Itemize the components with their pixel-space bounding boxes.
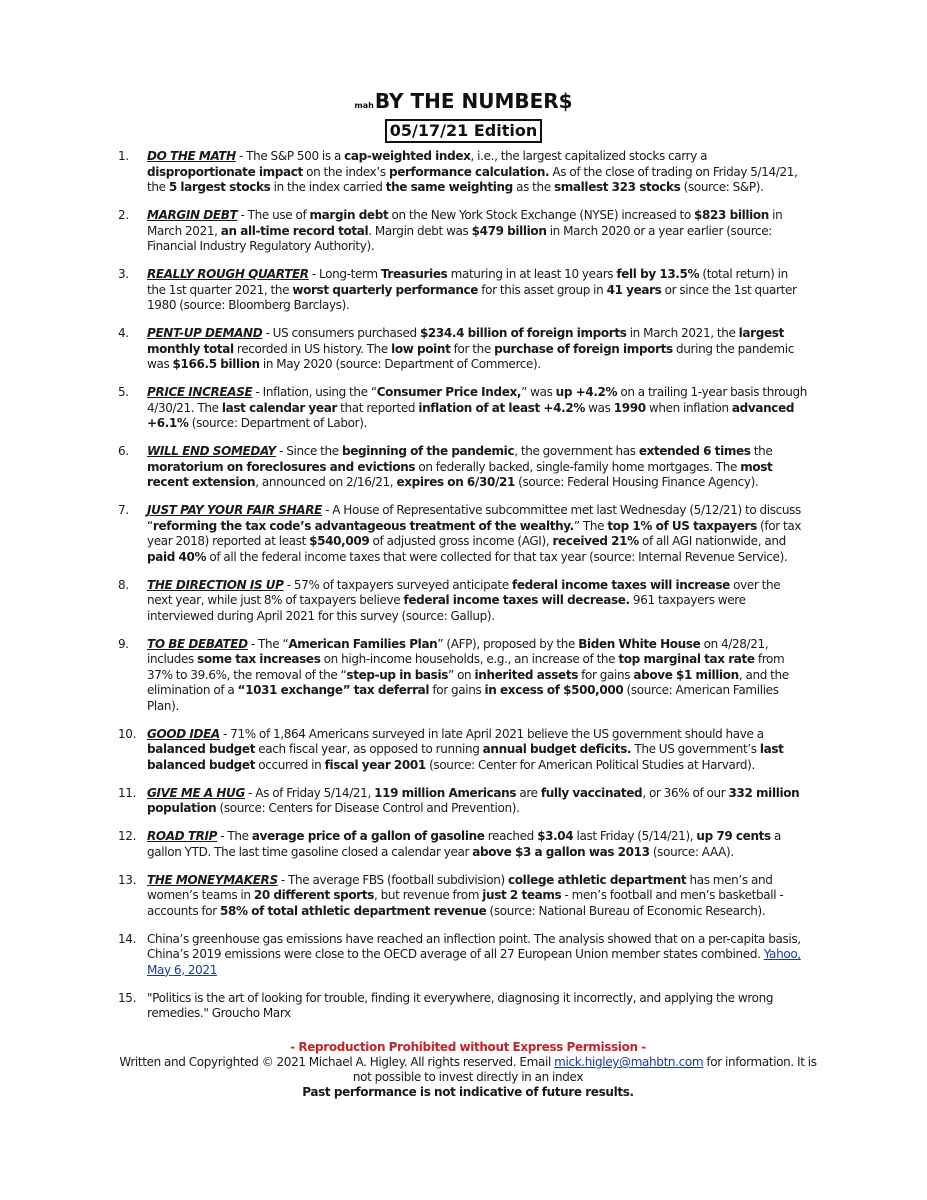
item-body bbox=[147, 503, 801, 564]
body-text: the bbox=[750, 444, 773, 458]
body-text: "Politics is the art of looking for trouble, finding it everywhere, diagnosing it incorrectly, and applying the wrong remedies." Groucho Marx bbox=[147, 990, 774, 1020]
item-heading: DO THE MATH bbox=[147, 149, 236, 163]
body-text: on a trailing 1-year basis through 4/30/21. The bbox=[147, 385, 808, 415]
emphasis-text: worst quarterly performance bbox=[292, 282, 479, 297]
body-text: for the bbox=[450, 341, 495, 356]
item-heading: WILL END SOMEDAY bbox=[147, 444, 276, 458]
emphasis-text: Consumer Price Index, bbox=[376, 385, 522, 399]
body-text: , the government has bbox=[514, 444, 639, 458]
body-text: of all AGI nationwide, and bbox=[638, 534, 786, 548]
list-item bbox=[118, 267, 808, 314]
body-text: (total return) in the 1st quarter 2021, the bbox=[147, 267, 788, 297]
body-text: when inflation bbox=[645, 400, 732, 415]
emphasis-text: largest monthly total bbox=[147, 326, 784, 356]
body-text: ” (AFP), proposed by the bbox=[437, 636, 579, 651]
body-text: , and the elimination of a bbox=[147, 667, 789, 697]
emphasis-text: American Families Plan bbox=[288, 636, 438, 651]
emphasis-text: 20 different sports bbox=[253, 888, 375, 902]
body-text: in the index carried bbox=[270, 180, 386, 194]
emphasis-text: extended 6 times bbox=[638, 444, 751, 458]
list-item bbox=[118, 444, 808, 491]
emphasis-text: in excess of $500,000 bbox=[484, 683, 624, 697]
emphasis-text: annual budget deficits. bbox=[482, 742, 632, 756]
emphasis-text: moratorium on foreclosures and evictions bbox=[147, 459, 416, 474]
body-text: has men’s and women’s teams in bbox=[147, 872, 773, 902]
title-text: BY THE NUMBER$ bbox=[374, 89, 573, 113]
body-text: ” on bbox=[448, 667, 475, 682]
emphasis-text: margin debt bbox=[309, 208, 389, 222]
emphasis-text: 5 largest stocks bbox=[168, 180, 271, 194]
body-text: a gallon YTD. The last time gasoline closed a calendar year bbox=[147, 829, 781, 859]
item-heading: THE MONEYMAKERS bbox=[147, 872, 278, 887]
item-number: 4. bbox=[118, 326, 129, 340]
emphasis-text: just 2 teams bbox=[482, 888, 562, 902]
emphasis-text: college athletic department bbox=[507, 872, 687, 887]
item-body bbox=[147, 578, 780, 623]
body-text: - Long-term bbox=[308, 267, 381, 281]
item-heading: PRICE INCREASE bbox=[147, 385, 253, 399]
body-text: (for tax year 2018) reported at least bbox=[147, 518, 802, 548]
emphasis-text: up +4.2% bbox=[555, 385, 618, 399]
item-number: 5. bbox=[118, 385, 129, 399]
body-text: for gains bbox=[429, 683, 485, 697]
emphasis-text: some tax increases bbox=[197, 652, 321, 666]
body-text: . Margin debt was bbox=[368, 223, 472, 238]
body-text: (source: Department of Labor). bbox=[188, 416, 367, 430]
emphasis-text: 119 million Americans bbox=[374, 785, 517, 800]
list-item bbox=[118, 149, 808, 196]
emphasis-text: 332 million population bbox=[147, 785, 800, 815]
body-text: in March 2021, the bbox=[626, 326, 739, 340]
item-heading: MARGIN DEBT bbox=[147, 208, 238, 222]
body-text: each fiscal year, as opposed to running bbox=[255, 742, 483, 756]
list-item bbox=[118, 208, 808, 255]
body-text: of adjusted gross income (AGI), bbox=[369, 534, 553, 548]
body-text: (source: Federal Housing Finance Agency). bbox=[514, 475, 759, 489]
item-number: 8. bbox=[118, 577, 129, 592]
item-number: 15. bbox=[118, 990, 137, 1005]
emphasis-text: expires on 6/30/21 bbox=[396, 475, 515, 489]
emphasis-text: 58% of total athletic department revenue bbox=[220, 903, 487, 918]
item-number: 13. bbox=[118, 872, 137, 887]
list-item bbox=[118, 385, 808, 432]
emphasis-text: $823 billion bbox=[694, 208, 769, 222]
item-body bbox=[147, 267, 797, 312]
body-text: from 37% to 39.6%, the removal of the “ bbox=[147, 652, 785, 682]
emphasis-text: balanced budget bbox=[147, 742, 256, 756]
emphasis-text: federal income taxes will increase bbox=[511, 577, 730, 592]
body-text: for gains bbox=[578, 667, 634, 682]
list-item bbox=[118, 503, 808, 565]
body-text: reached bbox=[484, 829, 538, 843]
body-text: ” The bbox=[573, 518, 608, 533]
body-text: - The S&P 500 is a bbox=[235, 149, 345, 163]
body-text: maturing in at least 10 years bbox=[447, 267, 617, 281]
emphasis-text: step-up in basis bbox=[346, 667, 449, 682]
item-heading: PENT-UP DEMAND bbox=[147, 326, 263, 340]
emphasis-text: fully vaccinated bbox=[540, 785, 643, 800]
emphasis-text: Biden White House bbox=[578, 636, 701, 651]
numbers-list bbox=[118, 149, 808, 1034]
body-text: - Since the bbox=[275, 444, 342, 458]
emphasis-text: disproportionate impact bbox=[147, 164, 303, 179]
body-text: - The average FBS (football subdivision) bbox=[277, 872, 508, 887]
body-text: (source: Center for American Political Studies at Harvard). bbox=[425, 757, 755, 772]
emphasis-text: cap-weighted index bbox=[344, 149, 471, 163]
emphasis-text: fell by 13.5% bbox=[616, 267, 700, 281]
emphasis-text: above $1 million bbox=[633, 667, 739, 682]
body-text: , but revenue from bbox=[374, 888, 483, 902]
body-text: China’s greenhouse gas emissions have reached an inflection point. The analysis showed that on a per-capita basis, China’s 2019 emissions were close to the OECD average of all 27 European Union member states combined. bbox=[147, 931, 801, 961]
list-item bbox=[118, 932, 808, 979]
item-number: 7. bbox=[118, 503, 129, 517]
item-heading: GOOD IDEA bbox=[147, 726, 220, 741]
body-text: - The “ bbox=[247, 636, 289, 651]
copyright-text-after: for information. It is not possible to invest directly in an index bbox=[352, 1055, 817, 1084]
source-link[interactable]: Yahoo, May 6, 2021 bbox=[147, 947, 801, 977]
email-link[interactable]: mick.higley@mahbtn.com bbox=[554, 1055, 704, 1069]
body-text: on federally backed, single-family home mortgages. The bbox=[415, 459, 741, 474]
body-text: , or 36% of our bbox=[642, 785, 729, 800]
emphasis-text: $3.04 bbox=[537, 829, 574, 843]
emphasis-text: smallest 323 stocks bbox=[553, 180, 681, 194]
item-number: 10. bbox=[118, 726, 137, 741]
item-heading: TO BE DEBATED bbox=[147, 636, 248, 651]
body-text: (source: AAA). bbox=[649, 844, 734, 859]
item-body bbox=[147, 786, 799, 816]
body-text: recorded in US history. The bbox=[233, 341, 392, 356]
emphasis-text: average price of a gallon of gasoline bbox=[251, 829, 485, 843]
body-text: (source: Centers for Disease Control and Prevention). bbox=[216, 801, 520, 815]
list-item bbox=[118, 578, 808, 625]
list-item bbox=[118, 991, 808, 1022]
body-text: on 4/28/21, includes bbox=[147, 636, 769, 666]
body-text: for this asset group in bbox=[478, 282, 607, 297]
item-heading: JUST PAY YOUR FAIR SHARE bbox=[147, 503, 322, 517]
body-text: 961 taxpayers were interviewed during April 2021 for this survey (source: Gallup). bbox=[147, 593, 746, 623]
body-text: as the bbox=[512, 180, 554, 194]
body-text: - A House of Representative subcommittee met last Wednesday (5/12/21) to discuss “ bbox=[147, 503, 801, 533]
body-text: that reported bbox=[337, 400, 419, 415]
emphasis-text: top 1% of US taxpayers bbox=[607, 518, 757, 533]
body-text: occurred in bbox=[255, 757, 325, 772]
item-heading: THE DIRECTION IS UP bbox=[147, 577, 284, 592]
body-text: ” was bbox=[521, 385, 556, 399]
body-text: , announced on 2/16/21, bbox=[255, 475, 397, 489]
emphasis-text: paid 40% bbox=[147, 549, 207, 564]
emphasis-text: $234.4 billion of foreign imports bbox=[419, 326, 627, 340]
body-text: are bbox=[516, 785, 541, 800]
list-item bbox=[118, 326, 808, 373]
item-heading: ROAD TRIP bbox=[147, 829, 218, 843]
list-item bbox=[118, 637, 808, 715]
body-text: - Inflation, using the “ bbox=[252, 385, 377, 399]
body-text: The US government’s bbox=[631, 742, 760, 756]
body-text: on high-income households, e.g., an increase of the bbox=[320, 652, 619, 666]
item-heading: GIVE ME A HUG bbox=[147, 785, 245, 800]
emphasis-text: top marginal tax rate bbox=[618, 652, 755, 666]
body-text: - 57% of taxpayers surveyed anticipate bbox=[283, 577, 512, 592]
list-item bbox=[118, 873, 808, 920]
item-body bbox=[147, 326, 794, 371]
body-text: of all the federal income taxes that were collected for that tax year (source: Internal Revenue Service). bbox=[206, 549, 788, 564]
header bbox=[0, 89, 927, 143]
body-text: (source: S&P). bbox=[680, 180, 764, 194]
footer bbox=[118, 1040, 818, 1100]
item-body bbox=[147, 932, 801, 977]
body-text: - men’s football and men’s basketball - accounts for bbox=[147, 888, 784, 918]
emphasis-text: advanced +6.1% bbox=[147, 400, 795, 430]
item-body bbox=[147, 444, 772, 489]
emphasis-text: inherited assets bbox=[474, 667, 578, 682]
body-text: in March 2021, bbox=[147, 208, 783, 238]
item-body bbox=[147, 385, 807, 430]
title-prefix: mah bbox=[354, 101, 374, 110]
body-text: on the New York Stock Exchange (NYSE) increased to bbox=[388, 208, 695, 222]
list-item bbox=[118, 727, 808, 774]
item-number: 9. bbox=[118, 636, 129, 651]
item-number: 11. bbox=[118, 785, 137, 800]
item-body bbox=[147, 637, 789, 713]
emphasis-text: $166.5 billion bbox=[172, 357, 260, 371]
item-body bbox=[147, 991, 773, 1021]
body-text: was bbox=[585, 400, 614, 415]
item-body bbox=[147, 873, 783, 918]
body-text: - 71% of 1,864 Americans surveyed in late April 2021 believe the US government should have a bbox=[219, 726, 764, 741]
body-text: last Friday (5/14/21), bbox=[573, 829, 697, 843]
emphasis-text: most recent extension bbox=[147, 459, 773, 489]
item-number: 6. bbox=[118, 444, 129, 458]
emphasis-text: last calendar year bbox=[221, 400, 338, 415]
body-text: (source: American Families Plan). bbox=[147, 683, 779, 713]
item-body bbox=[147, 149, 798, 194]
emphasis-text: last balanced budget bbox=[147, 742, 784, 772]
emphasis-text: “1031 exchange” tax deferral bbox=[237, 683, 430, 697]
item-number: 2. bbox=[118, 208, 129, 222]
emphasis-text: above $3 a gallon was 2013 bbox=[472, 844, 650, 859]
list-item bbox=[118, 786, 808, 817]
copyright-notice bbox=[118, 1055, 818, 1085]
emphasis-text: purchase of foreign imports bbox=[494, 341, 673, 356]
emphasis-text: the same weighting bbox=[385, 180, 513, 194]
body-text: or since the 1st quarter 1980 (source: Bloomberg Barclays). bbox=[147, 282, 797, 312]
emphasis-text: fiscal year 2001 bbox=[324, 757, 426, 772]
emphasis-text: 1990 bbox=[613, 400, 646, 415]
emphasis-text: performance calculation. bbox=[388, 164, 550, 179]
emphasis-text: inflation of at least +4.2% bbox=[418, 400, 585, 415]
item-body bbox=[147, 208, 782, 253]
body-text: in May 2020 (source: Department of Commerce). bbox=[259, 357, 541, 371]
emphasis-text: Treasuries bbox=[380, 267, 448, 281]
reproduction-warning: - Reproduction Prohibited without Express Permission - bbox=[290, 1040, 646, 1054]
body-text: - As of Friday 5/14/21, bbox=[244, 785, 375, 800]
body-text: during the pandemic was bbox=[147, 341, 794, 371]
body-text: As of the close of trading on Friday 5/14/21, the bbox=[147, 164, 798, 194]
item-number: 1. bbox=[118, 149, 129, 163]
page-title bbox=[0, 89, 927, 118]
body-text: - The use of bbox=[237, 208, 310, 222]
item-number: 14. bbox=[118, 931, 137, 946]
item-number: 12. bbox=[118, 829, 137, 843]
emphasis-text: beginning of the pandemic bbox=[341, 444, 515, 458]
emphasis-text: an all-time record total bbox=[220, 223, 369, 238]
body-text: (source: National Bureau of Economic Research). bbox=[486, 903, 766, 918]
item-number: 3. bbox=[118, 267, 129, 281]
emphasis-text: low point bbox=[391, 341, 451, 356]
item-body bbox=[147, 727, 784, 772]
emphasis-text: reforming the tax code’s advantageous treatment of the wealthy. bbox=[152, 518, 574, 533]
body-text: - US consumers purchased bbox=[262, 326, 420, 340]
emphasis-text: $540,009 bbox=[309, 534, 370, 548]
emphasis-text: up 79 cents bbox=[696, 829, 771, 843]
item-heading: REALLY ROUGH QUARTER bbox=[147, 267, 309, 281]
body-text: in March 2020 or a year earlier (source: Financial Industry Regulatory Authority). bbox=[147, 223, 772, 253]
emphasis-text: 41 years bbox=[606, 282, 662, 297]
emphasis-text: received 21% bbox=[552, 534, 639, 548]
emphasis-text: $479 billion bbox=[471, 223, 547, 238]
body-text: - The bbox=[217, 829, 252, 843]
item-body bbox=[147, 829, 781, 859]
list-item bbox=[118, 829, 808, 860]
body-text: on the index’s bbox=[302, 164, 389, 179]
edition-badge: 05/17/21 Edition bbox=[385, 119, 542, 143]
copyright-text-before: Written and Copyrighted © 2021 Michael A. Higley. All rights reserved. Email bbox=[119, 1055, 555, 1069]
body-text: over the next year, while just 8% of taxpayers believe bbox=[147, 577, 781, 607]
emphasis-text: federal income taxes will decrease. bbox=[403, 593, 630, 607]
body-text: , i.e., the largest capitalized stocks carry a bbox=[470, 149, 708, 163]
performance-disclaimer: Past performance is not indicative of future results. bbox=[302, 1085, 634, 1099]
